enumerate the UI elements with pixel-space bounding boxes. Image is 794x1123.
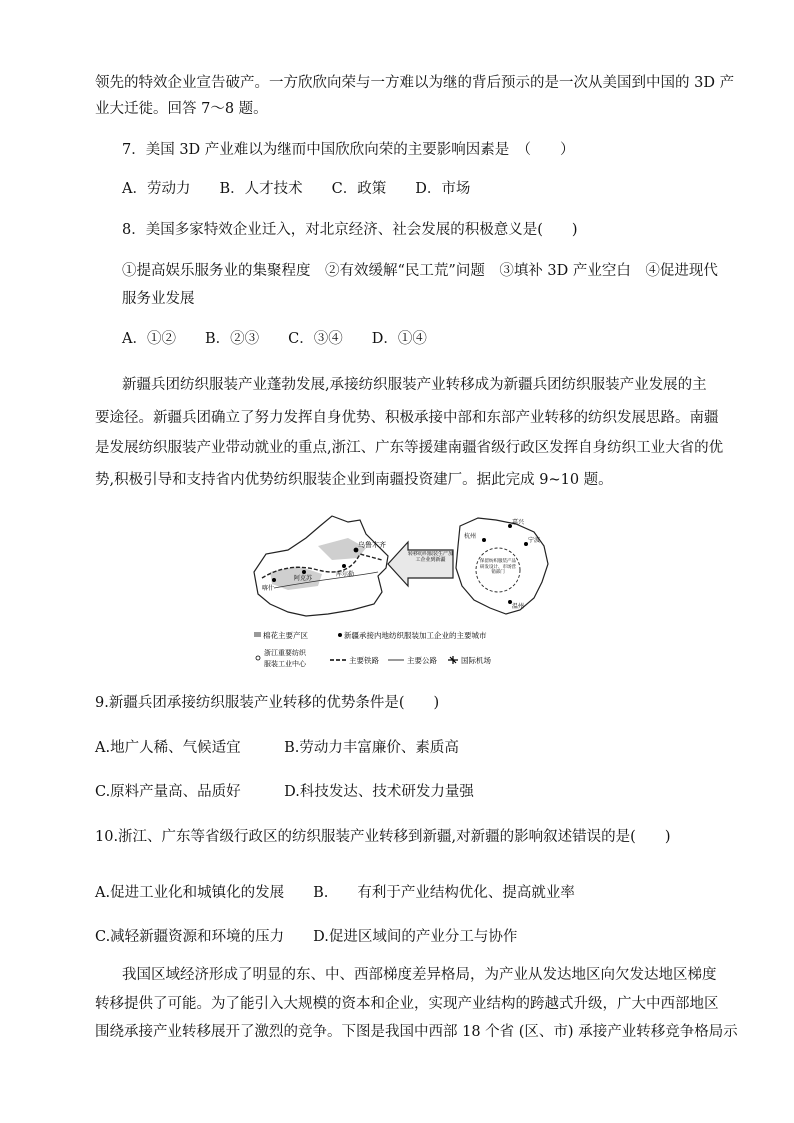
- question-9-options-cd: C.原料产量高、品质好 D.科技发达、技术研发力量强: [95, 784, 474, 800]
- legend-city: 新疆承接内地纺织服装加工企业的主要城市: [344, 631, 487, 640]
- city-korla-dot: [342, 564, 346, 568]
- legend-cotton-swatch: [254, 632, 261, 637]
- legend-zj-center-line2: 服装工业中心: [264, 661, 306, 668]
- legend-airport-icon: [448, 656, 458, 664]
- label-urumqi: 乌鲁木齐: [358, 542, 386, 549]
- question-7-options: A．劳动力 B．人才技术 C．政策 D．市场: [122, 181, 471, 197]
- xinjiang-outline: [254, 516, 388, 616]
- legend-highway: 主要公路: [407, 656, 437, 665]
- legend-zj-center-line1: 浙江重要纺织: [264, 650, 306, 657]
- label-korla: 库尔勒: [336, 572, 355, 578]
- passage-3-line-2: 转移提供了可能。为了能引入大规模的资本和企业，实现产业结构的跨越式升级，广大中西部地区: [95, 996, 719, 1012]
- label-jiaxing: 嘉兴: [512, 520, 525, 526]
- map-figure: [248, 512, 553, 675]
- label-kashgar: 喀什: [262, 586, 275, 592]
- passage-2-line-3: 是发展纺织服装产业带动就业的重点,浙江、广东等援建南疆省级行政区发挥自身纺织工业大省的优: [95, 440, 724, 456]
- question-9-stem: 9.新疆兵团承接纺织服装产业转移的优势条件是( ): [95, 695, 440, 711]
- passage-3-line-1: 我国区域经济形成了明显的东、中、西部梯度差异格局，为产业从发达地区向欠发达地区梯度: [122, 967, 717, 983]
- passage-2-line-4: 势,积极引导和支持省内优势纺织服装企业到南疆投资建厂。据此完成 9~10 题。: [95, 472, 613, 488]
- question-8-items-line-2: 服务业发展: [122, 291, 195, 307]
- passage-2-line-1: 新疆兵团纺织服装产业蓬勃发展,承接纺织服装产业转移成为新疆兵团纺织服装产业发展的主: [122, 377, 707, 393]
- legend-airport: 国际机场: [461, 656, 491, 665]
- city-aksu-dot: [302, 570, 306, 574]
- legend-city-dot: [338, 633, 342, 637]
- question-8-options: A．①② B．②③ C．③④ D．①④: [122, 331, 427, 347]
- label-wenzhou: 温州: [512, 604, 525, 610]
- intro-line-2: 业大迁徙。回答 7～8 题。: [95, 101, 268, 117]
- city-hangzhou-dot: [482, 538, 486, 542]
- label-aksu: 阿克苏: [294, 576, 313, 582]
- legend-zj-center-dot: [256, 656, 260, 660]
- question-10-options-ab: A.促进工业化和城镇化的发展 B. 有利于产业结构优化、提高就业率: [95, 885, 575, 901]
- question-8-items-line-1: ①提高娱乐服务业的集聚程度 ②有效缓解“民工荒”问题 ③填补 3D 产业空白 ④促进现代: [122, 263, 718, 279]
- city-kashgar-dot: [272, 578, 276, 582]
- question-10-options-cd: C.减轻新疆资源和环境的压力 D.促进区域间的产业分工与协作: [95, 929, 518, 945]
- passage-3-line-3: 围绕承接产业转移展开了激烈的竞争。下图是我国中西部 18 个省 (区、市) 承接产业转移竞争格局示: [95, 1024, 738, 1040]
- question-8-stem: 8．美国多家特效企业迁入，对北京经济、社会发展的积极意义是( ): [122, 222, 578, 238]
- question-9-options-ab: A.地广人稀、气候适宜 B.劳动力丰富廉价、素质高: [95, 740, 459, 756]
- question-10-stem: 10.浙江、广东等省级行政区的纺织服装产业转移到新疆,对新疆的影响叙述错误的是( ): [95, 829, 671, 845]
- legend-cotton: 棉花主要产区: [263, 631, 308, 640]
- center-caption: 保留纺织服装产品研发设计、市场营销部门: [480, 558, 516, 574]
- question-7-stem: 7．美国 3D 产业难以为继而中国欣欣向荣的主要影响因素是 （ ）: [122, 142, 575, 158]
- label-ningbo: 宁波: [528, 538, 541, 544]
- arrow-caption: 转移纺织服装生产加工企业到新疆: [408, 551, 453, 563]
- passage-2-line-2: 要途径。新疆兵团确立了努力发挥自身优势、积极承接中部和东部产业转移的纺织发展思路。南疆: [95, 410, 719, 426]
- legend-railway: 主要铁路: [349, 656, 379, 665]
- label-hangzhou: 杭州: [464, 534, 477, 540]
- textile-transfer-map: [248, 512, 553, 675]
- intro-line-1: 领先的特效企业宣告破产。一方欣欣向荣与一方难以为继的背后预示的是一次从美国到中国的 3D 产: [95, 75, 735, 91]
